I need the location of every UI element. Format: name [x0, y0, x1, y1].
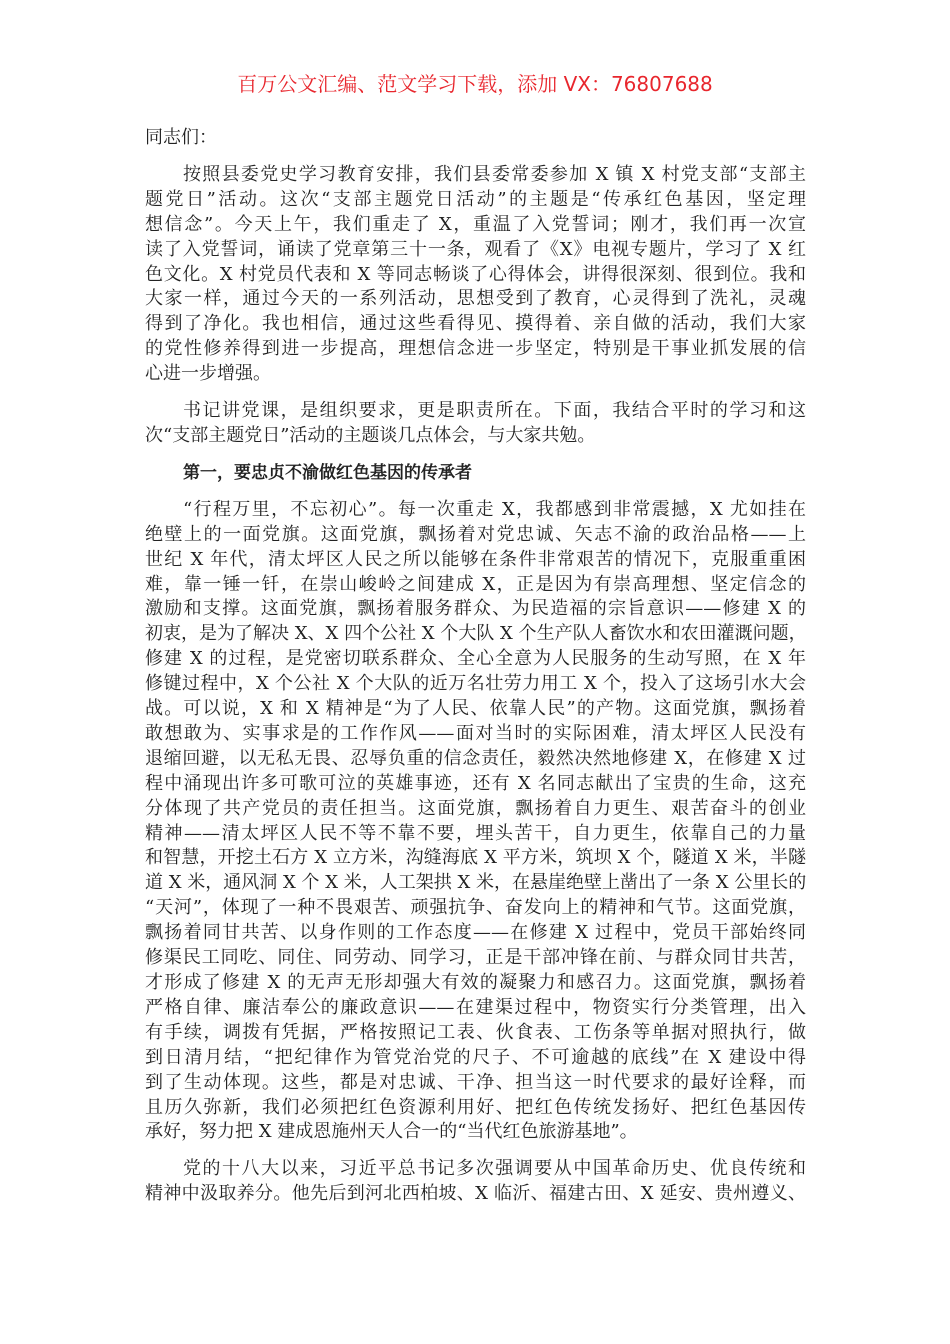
- text-line: 难，靠一锤一钎，在崇山峻岭之间建成 X，正是因为有崇高理想、坚定信念的: [145, 573, 806, 595]
- text-line: 敢想敢为、实事求是的工作作风——面对当时的实际困难，清太坪区人民没有: [145, 722, 806, 744]
- section-heading: 第一，要忠贞不渝做红色基因的传承者: [183, 462, 472, 483]
- text-line: 战。可以说，X 和 X 精神是“为了人民、依靠人民”的产物。这面党旗，飘扬着: [145, 698, 806, 720]
- paragraph: [145, 1157, 806, 1207]
- text-line: 承好，努力把 X 建成恩施州天人合一的“当代红色旅游基地”。: [145, 1121, 638, 1143]
- text-line: 大家一样，通过今天的一系列活动，思想受到了教育，心灵得到了洗礼，灵魂: [145, 288, 806, 310]
- text-line: 心进一步增强。: [145, 363, 271, 385]
- text-line: 和智慧，开挖土石方 X 立方米，沟缝海底 X 平方米，筑坝 X 个，隧道 X 米，半隧: [145, 847, 806, 869]
- text-line: “行程万里，不忘初心”。每一次重走 X，我都感到非常震撼，X 尤如挂在: [183, 498, 806, 520]
- document-body: [145, 126, 806, 1219]
- text-line: 到了生动体现。这些，都是对忠诚、干净、担当这一时代要求的最好诠释，而: [145, 1071, 806, 1093]
- text-line: 修建 X 的过程，是党密切联系群众、全心全意为人民服务的生动写照，在 X 年: [145, 648, 806, 670]
- text-line: 读了入党誓词，诵读了党章第三十一条，观看了《X》电视专题片，学习了 X 红: [145, 238, 806, 260]
- text-line: 次“支部主题党日”活动的主题谈几点体会，与大家共勉。: [145, 424, 596, 446]
- text-line: 才形成了修建 X 的无声无形却强大有效的凝聚力和感召力。这面党旗，飘扬着: [145, 972, 806, 993]
- paragraph: [145, 399, 806, 449]
- text-line: 退缩回避，以无私无畏、忍辱负重的信念责任，毅然决然地修建 X，在修建 X 过: [145, 747, 806, 769]
- text-line: 精神中汲取养分。他先后到河北西柏坡、X 临沂、福建古田、X 延安、贵州遵义、: [145, 1183, 806, 1205]
- intro-paragraphs: [145, 163, 806, 449]
- text-line: 精神——清太坪区人民不等不靠不要，埋头苦干，自力更生，依靠自己的力量: [145, 822, 806, 844]
- text-line: 书记讲党课，是组织要求，更是职责所在。下面，我结合平时的学习和这: [183, 400, 806, 422]
- text-line: 有手续，调拨有凭据，严格按照记工表、伙食表、工伤条等单据对照执行，做: [145, 1021, 806, 1043]
- text-line: 修渠民工同吃、同住、同劳动、同学习，正是干部冲锋在前、与群众同甘共苦，: [145, 947, 806, 969]
- text-line: 想信念”。今天上午，我们重走了 X，重温了入党誓词；刚才，我们再一次宣: [145, 213, 806, 235]
- section-paragraphs: [145, 498, 806, 1207]
- text-line: 初衷，是为了解决 X、X 四个公社 X 个大队 X 个生产队人畜饮水和农田灌溉问题，: [145, 623, 807, 645]
- paragraph: [145, 498, 806, 1146]
- text-line: 修键过程中，X 个公社 X 个大队的近万名壮劳力用工 X 个，投入了这场引水大会: [145, 673, 806, 695]
- paragraph: [145, 163, 806, 387]
- text-line: 激励和支撑。这面党旗，飘扬着服务群众、为民造福的宗旨意识——修建 X 的: [145, 598, 806, 620]
- text-line: 题党日”活动。这次“支部主题党日活动”的主题是“传承红色基因，坚定理: [145, 188, 806, 210]
- greeting: 同志们：: [145, 127, 217, 148]
- text-line: 得到了净化。我也相信，通过这些看得见、摸得着、亲自做的活动，我们大家: [145, 313, 806, 335]
- text-line: 飘扬着同甘共苦、以身作则的工作态度——在修建 X 过程中，党员干部始终同: [145, 922, 806, 944]
- text-line: 色文化。X 村党员代表和 X 等同志畅谈了心得体会，讲得很深刻、很到位。我和: [145, 263, 806, 285]
- text-line: 程中涌现出许多可歌可泣的英雄事迹，还有 X 名同志献出了宝贵的生命，这充: [145, 772, 806, 794]
- text-line: 严格自律、廉洁奉公的廉政意识——在建渠过程中，物资实行分类管理，出入: [145, 996, 806, 1018]
- text-line: “天河”，体现了一种不畏艰苦、顽强抗争、奋发向上的精神和气节。这面党旗，: [145, 897, 806, 919]
- text-line: 到日清月结，“把纪律作为管党治党的尺子、不可逾越的底线”在 X 建设中得: [145, 1046, 806, 1068]
- text-line: 绝壁上的一面党旗。这面党旗，飘扬着对党忠诚、矢志不渝的政治品格——上: [145, 523, 806, 545]
- text-line: 道 X 米，通风洞 X 个 X 米，人工架拱 X 米，在悬崖绝壁上凿出了一条 X 公里长的: [145, 872, 807, 894]
- text-line: 按照县委党史学习教育安排，我们县委常委参加 X 镇 X 村党支部“支部主: [183, 163, 806, 185]
- text-line: 的党性修养得到进一步提高，理想信念进一步坚定，特别是干事业抓发展的信: [145, 338, 806, 360]
- text-line: 分体现了共产党员的责任担当。这面党旗，飘扬着自力更生、艰苦奋斗的创业: [145, 797, 806, 819]
- text-line: 且历久弥新，我们必须把红色资源利用好、把红色传统发扬好、把红色基因传: [145, 1096, 806, 1118]
- text-line: 世纪 X 年代，清太坪区人民之所以能够在条件非常艰苦的情况下，克服重重困: [145, 548, 806, 570]
- watermark-banner: 百万公文汇编、范文学习下载，添加 VX：76807688: [237, 72, 713, 96]
- text-line: 党的十八大以来，习近平总书记多次强调要从中国革命历史、优良传统和: [183, 1158, 806, 1180]
